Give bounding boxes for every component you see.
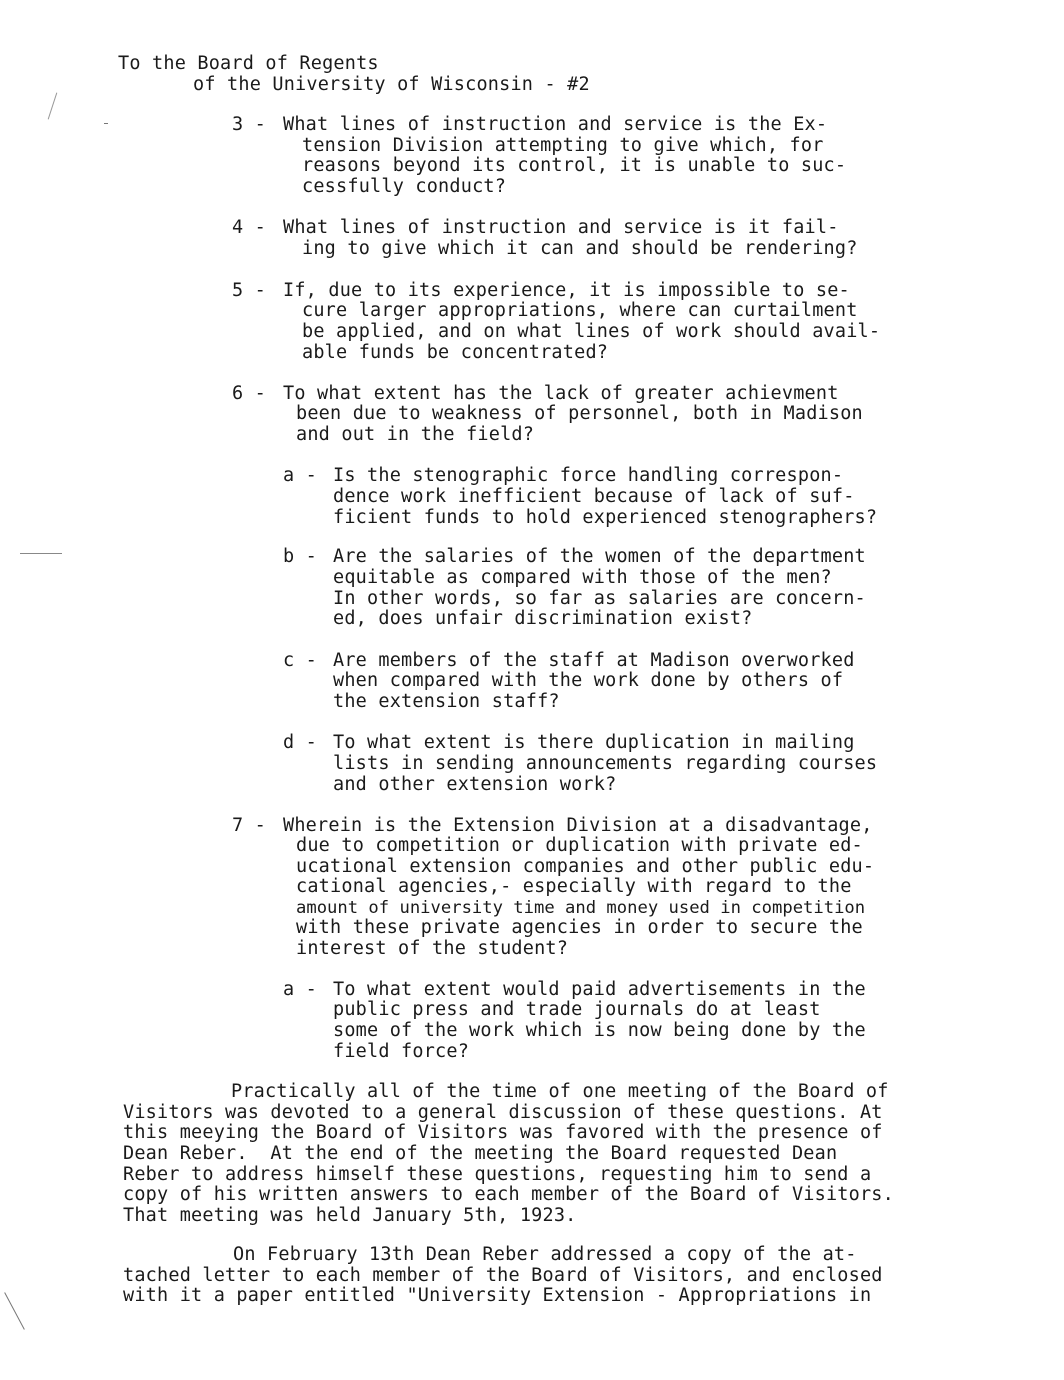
paragraph-line: Practically all of the time of one meeting of the Board of	[231, 1081, 889, 1102]
question-line: cessfully conduct?	[302, 176, 507, 197]
subquestion-line: field force?	[333, 1041, 470, 1062]
subquestion-line: lists in sending announcements regarding courses	[333, 753, 878, 774]
question-line: If, due to its experience, it is impossible to se-	[283, 280, 850, 301]
paragraph-line: On February 13th Dean Reber addressed a copy of the at-	[233, 1244, 857, 1265]
subquestion-line: Are members of the staff at Madison overworked	[333, 650, 855, 671]
subquestion-line: some of the work which is now being done by the	[333, 1020, 866, 1041]
paragraph-line: copy of his written answers to each member of the Board of Visitors.	[123, 1184, 894, 1205]
subquestion-line: dence work inefficient because of lack of suf-	[333, 486, 855, 507]
subquestion-letter: c -	[283, 650, 318, 671]
subquestion-letter: b -	[283, 546, 318, 567]
question-line: ing to give which it can and should be rendering?	[302, 238, 858, 259]
subquestion-line: Are the salaries of the women of the department	[333, 546, 866, 567]
question-line: be applied, and on what lines of work should avail-	[302, 321, 881, 342]
subquestion-line: public press and trade journals do at least	[333, 999, 821, 1020]
subquestion-letter: d -	[283, 732, 318, 753]
subquestion-line: In other words, so far as salaries are concern-	[333, 588, 866, 609]
subquestion-line: To what extent is there duplication in mailing	[333, 732, 855, 753]
subquestion-line: the extension staff?	[333, 691, 560, 712]
subquestion-letter: a -	[283, 979, 318, 1000]
question-line: To what extent has the lack of greater achievment	[283, 383, 839, 404]
subquestion-letter: a -	[283, 465, 318, 486]
paragraph-line: Visitors was devoted to a general discussion of these questions. At	[123, 1102, 883, 1123]
scan-dot	[104, 123, 108, 124]
question-line: tension Division attempting to give which, for	[302, 135, 824, 156]
question-line: cure larger appropriations, where can curtailment	[302, 300, 858, 321]
subquestion-line: Is the stenographic force handling correspon-	[333, 465, 844, 486]
question-number: 6 -	[232, 383, 267, 404]
question-number: 7 -	[232, 815, 267, 836]
question-line: cational agencies,- especially with regard to the	[296, 876, 852, 897]
scan-mark-left-dash	[20, 553, 62, 554]
question-line: reasons beyond its control, it is unable to suc-	[302, 155, 847, 176]
question-line: interest of the student?	[296, 938, 569, 959]
question-line: What lines of instruction and service is it fail-	[283, 217, 839, 238]
header-line-1: To the Board of Regents	[118, 53, 379, 74]
question-line: Wherein is the Extension Division at a disadvantage,	[283, 815, 873, 836]
scan-mark-bottom-left	[4, 1292, 25, 1330]
paragraph-line: with it a paper entitled "University Extension - Appropriations in	[123, 1285, 872, 1306]
question-line: due to competition or duplication with private ed-	[296, 835, 863, 856]
question-line: been due to weakness of personnel, both in Madison	[296, 403, 863, 424]
paragraph-line: this meeying the Board of Visitors was favored with the presence of	[123, 1122, 883, 1143]
subquestion-line: To what extent would paid advertisements in the	[333, 979, 866, 1000]
question-line: What lines of instruction and service is the Ex-	[283, 114, 828, 135]
question-line: and out in the field?	[296, 424, 535, 445]
scan-mark-top-left	[48, 93, 58, 120]
paragraph-line: Dean Reber. At the end of the meeting the Board requested Dean	[123, 1143, 838, 1164]
subquestion-line: equitable as compared with those of the men?	[333, 567, 832, 588]
question-number: 3 -	[232, 114, 267, 135]
paragraph-line: tached letter to each member of the Board of Visitors, and enclosed	[123, 1265, 883, 1286]
question-line: able funds be concentrated?	[302, 342, 609, 363]
paragraph-line: That meeting was held January 5th, 1923.	[123, 1205, 577, 1226]
subquestion-line: when compared with the work done by others of	[333, 670, 844, 691]
question-line: ucational extension companies and other public edu-	[296, 856, 875, 877]
question-number: 5 -	[232, 280, 267, 301]
question-line: with these private agencies in order to secure the	[296, 917, 863, 938]
subquestion-line: and other extension work?	[333, 774, 617, 795]
header-line-2: of the University of Wisconsin - #2	[193, 74, 590, 95]
question-number: 4 -	[232, 217, 267, 238]
subquestion-line: ed, does unfair discrimination exist?	[333, 608, 753, 629]
question-line: amount of university time and money used in competition	[296, 898, 866, 918]
paragraph-line: Reber to address himself these questions, requesting him to send a	[123, 1164, 872, 1185]
subquestion-line: ficient funds to hold experienced stenographers?	[333, 507, 878, 528]
